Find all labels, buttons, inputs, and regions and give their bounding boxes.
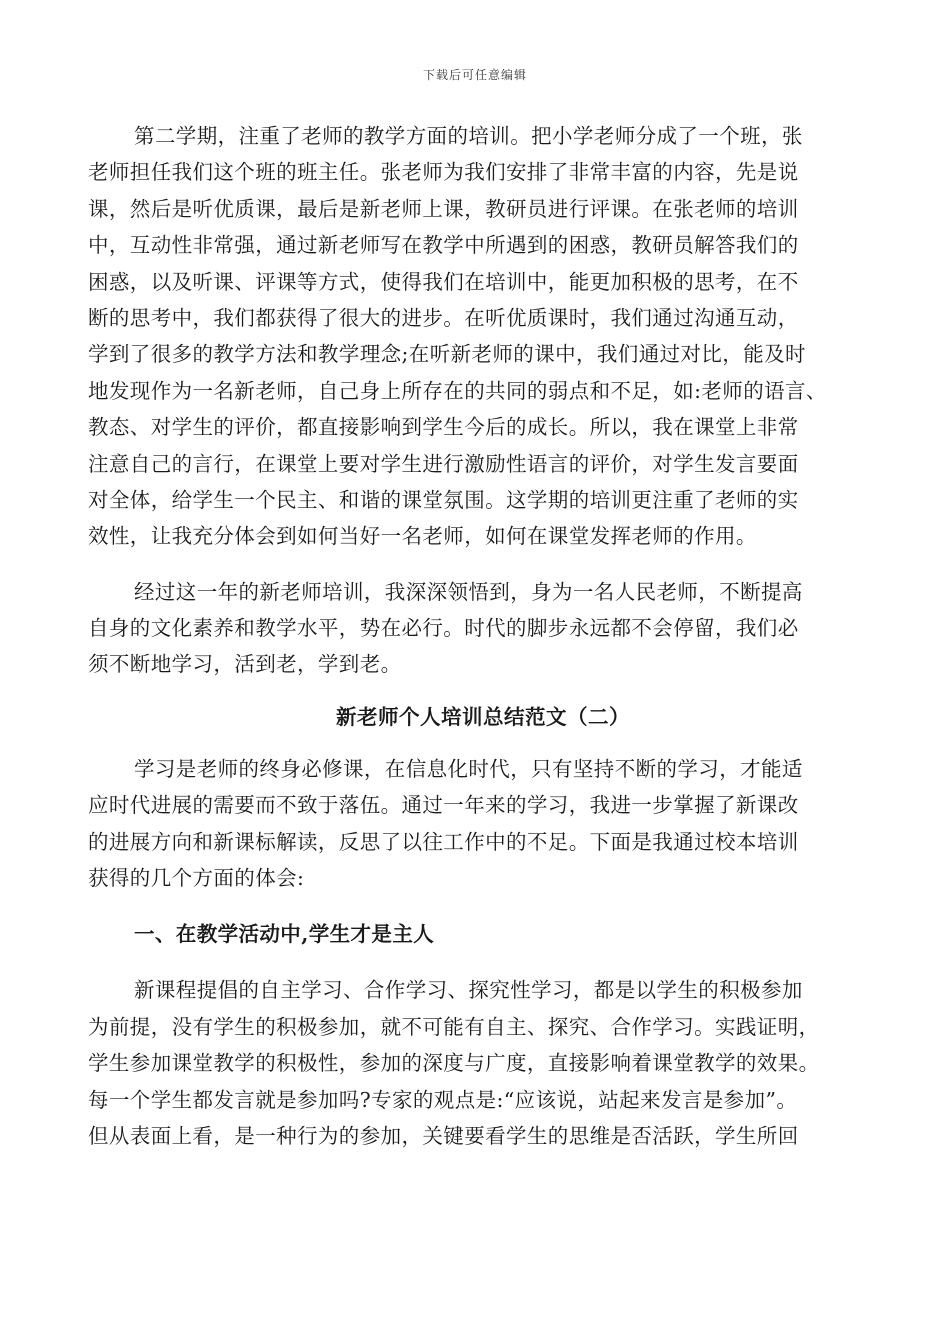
text-line: 自身的文化素养和教学水平，势在必行。时代的脚步永远都不会停留，我们必 [88, 616, 799, 641]
text-line: 第二学期，注重了老师的教学方面的培训。把小学老师分成了一个班，张 [134, 124, 803, 148]
document-body [88, 118, 864, 1154]
text-line: 须不断地学习，活到老，学到老。 [88, 652, 402, 677]
text-line: 注意自己的言行，在课堂上要对学生进行激励性语言的评价，对学生发言要面 [88, 451, 799, 476]
text-line: 效性，让我充分体会到如何当好一名老师，如何在课堂发挥老师的作用。 [88, 524, 757, 549]
section-heading: 一、在教学活动中,学生才是主人 [134, 922, 435, 947]
paragraph-lifelong-learning [88, 751, 864, 897]
text-line: 断的思考中，我们都获得了很大的进步。在听优质课时，我们通过沟通互动， [88, 305, 799, 330]
text-line: 老师担任我们这个班的班主任。张老师为我们安排了非常丰富的内容，先是说 [88, 160, 799, 185]
text-line: 获得的几个方面的体会: [88, 866, 305, 891]
text-line: 困惑，以及听课、评课等方式，使得我们在培训中，能更加积极的思考，在不 [88, 269, 799, 294]
text-line: 中，互动性非常强，通过新老师写在教学中所遇到的困惑，教研员解答我们的 [88, 233, 799, 258]
text-line: 新课程提倡的自主学习、合作学习、探究性学习，都是以学生的积极参加 [134, 978, 803, 1003]
text-line: 应时代进展的需要而不致于落伍。通过一年来的学习，我进一步掌握了新课改 [88, 793, 799, 818]
paragraph-year-reflection [88, 574, 864, 683]
page-header-note: 下载后可任意编辑 [422, 68, 527, 82]
text-line: 经过这一年的新老师培训，我深深领悟到，身为一名人民老师，不断提高 [134, 579, 803, 604]
document-title: 新老师个人培训总结范文（二） [336, 704, 630, 729]
text-line: 对全体，给学生一个民主、和谐的课堂氛围。这学期的培训更注重了老师的实 [88, 487, 799, 512]
text-line: 但从表面上看，是一种行为的参加，关键要看学生的思维是否活跃，学生所回 [88, 1123, 799, 1148]
text-line: 为前提，没有学生的积极参加，就不可能有自主、探究、合作学习。实践证明， [88, 1014, 820, 1039]
paragraph-student-participation [88, 972, 864, 1154]
paragraph-second-semester [88, 118, 864, 555]
text-line: 学到了很多的教学方法和教学理念;在听新老师的课中，我们通过对比，能及时 [88, 342, 806, 367]
text-line: 地发现作为一名新老师，自己身上所存在的共同的弱点和不足，如:老师的语言、 [88, 378, 827, 403]
text-line: 教态、对学生的评价，都直接影响到学生今后的成长。所以，我在课堂上非常 [88, 415, 799, 440]
text-line: 学习是老师的终身必修课，在信息化时代，只有坚持不断的学习，才能适 [134, 756, 803, 781]
text-line: 的进展方向和新课标解读，反思了以往工作中的不足。下面是我通过校本培训 [88, 829, 799, 854]
text-line: 每一个学生都发言就是参加吗?专家的观点是:“应该说，站起来发言是参加”。 [88, 1087, 798, 1112]
text-line: 课，然后是听优质课，最后是新老师上课，教研员进行评课。在张老师的培训 [88, 196, 799, 221]
text-line: 学生参加课堂教学的积极性，参加的深度与广度，直接影响着课堂教学的效果。 [88, 1051, 820, 1076]
